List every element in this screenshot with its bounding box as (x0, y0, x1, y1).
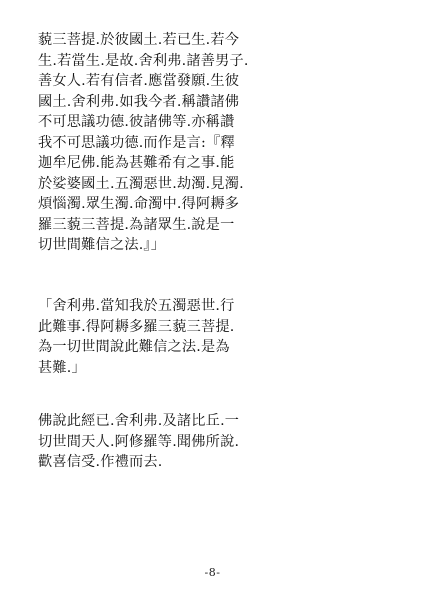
text-line: 切世間天人.阿修羅等.聞佛所說. (38, 433, 240, 450)
text-line: 佛說此經已.舍利弗.及諸比丘.一 (38, 413, 240, 429)
text-line: 我不可思議功德.而作是言:『釋 (38, 134, 235, 151)
text-line: 於娑婆國土.五濁惡世.劫濁.見濁. (38, 175, 244, 192)
text-line: 「舍利弗.當知我於五濁惡世.行 (38, 298, 235, 314)
text-line: 甚難.」 (38, 359, 86, 376)
text-line: 煩惱濁.眾生濁.命濁中.得阿耨多 (38, 196, 240, 212)
text-line: 為一切世間說此難信之法.是為 (38, 339, 230, 355)
text-line: 此難事.得阿耨多羅三藐三菩提. (38, 318, 235, 335)
text-line: 不可思議功德.彼諸佛等.亦稱讚 (38, 114, 235, 130)
paragraph-2 (38, 296, 393, 378)
paragraph-3 (38, 411, 393, 473)
page-number: -8- (204, 566, 221, 579)
text-line: 生.若當生.是故.舍利弗.諸善男子. (38, 52, 249, 69)
text-line: 羅三藐三菩提.為諸眾生.說是一 (38, 216, 235, 233)
text-line: 歡喜信受.作禮而去. (38, 454, 163, 470)
text-line: 迦牟尼佛.能為甚難希有之事.能 (38, 155, 235, 171)
text-line: 國土.舍利弗.如我今者.稱讚諸佛 (38, 93, 240, 110)
text-line: 善女人.若有信者.應當發願.生彼 (38, 73, 240, 89)
paragraph-1 (38, 30, 393, 256)
text-line: 藐三菩提.於彼國土.若已生.若今 (38, 32, 240, 48)
text-line: 切世間難信之法.』」 (38, 237, 166, 253)
